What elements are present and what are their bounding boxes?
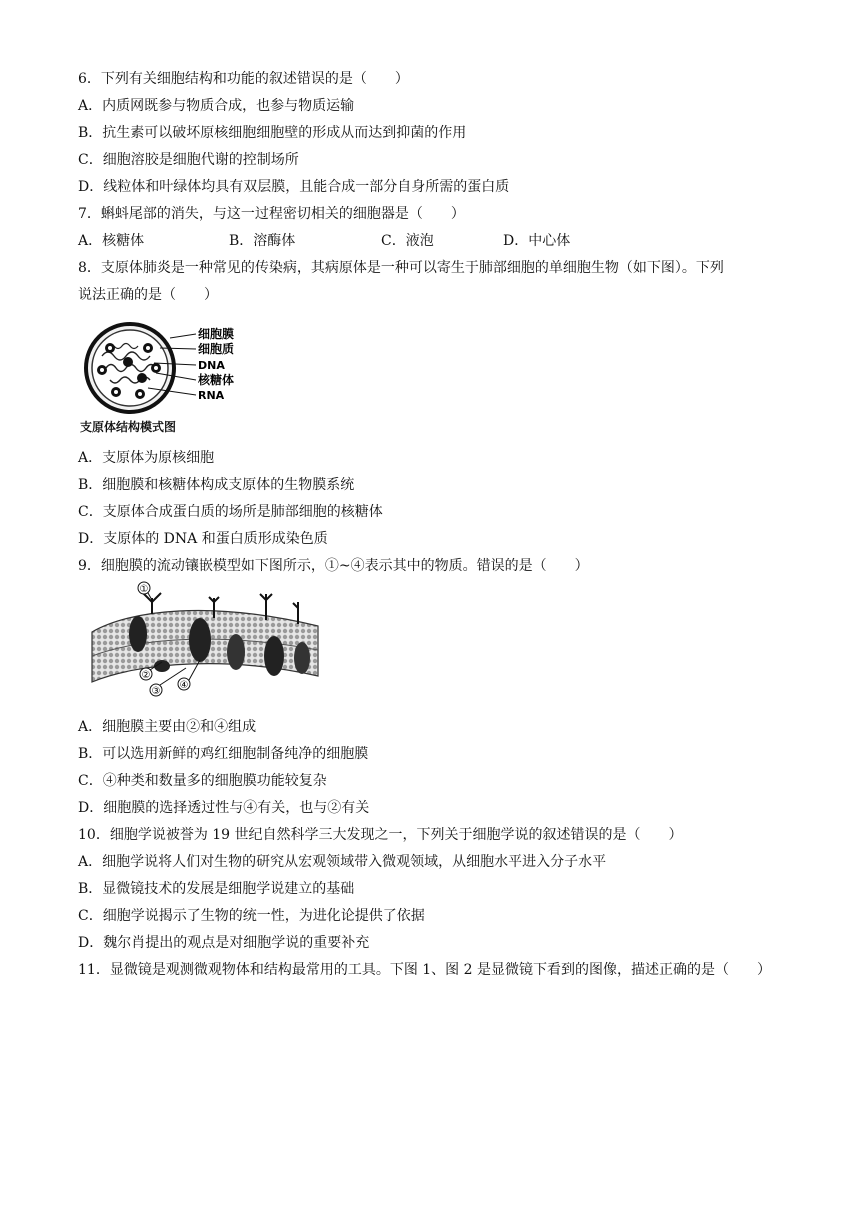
question-10-stem: 10．细胞学说被誉为 19 世纪自然科学三大发现之一，下列关于细胞学说的叙述错误的是（ ） (78, 827, 683, 843)
marker-1: ① (139, 584, 149, 595)
question-6-option-b: B．抗生素可以破坏原核细胞细胞壁的形成从而达到抑菌的作用 (78, 125, 467, 141)
question-7-option-b: B．溶酶体 (229, 233, 296, 249)
question-10-option-b: B．显微镜技术的发展是细胞学说建立的基础 (78, 881, 355, 897)
question-9-option-a: A．细胞膜主要由②和④组成 (78, 719, 257, 735)
glycoprotein (143, 593, 161, 614)
question-7-stem: 7．蝌蚪尾部的消失，与这一过程密切相关的细胞器是（ ） (78, 206, 465, 222)
label-cytoplasm: 细胞质 (198, 342, 235, 356)
question-7-option-d: D．中心体 (503, 233, 571, 249)
membrane-protein (227, 634, 245, 670)
question-9-option-c: C．④种类和数量多的细胞膜功能较复杂 (78, 773, 327, 789)
fluid-mosaic-diagram (90, 580, 322, 698)
question-8-option-b: B．细胞膜和核糖体构成支原体的生物膜系统 (78, 477, 355, 493)
marker-2: ② (141, 670, 151, 681)
question-6-stem: 6．下列有关细胞结构和功能的叙述错误的是（ ） (78, 71, 409, 87)
question-8-stem-line2: 说法正确的是（ ） (78, 287, 218, 303)
marker-4: ④ (179, 680, 189, 691)
membrane-protein (189, 618, 211, 662)
mycoplasma-diagram (80, 318, 280, 418)
question-6-option-d: D．线粒体和叶绿体均具有双层膜，且能合成一部分自身所需的蛋白质 (78, 179, 510, 195)
question-7-option-c: C．液泡 (381, 233, 434, 249)
label-ribosome: 核糖体 (198, 373, 235, 387)
mycoplasma-figure-caption: 支原体结构模式图 (80, 420, 177, 434)
label-dna: DNA (198, 359, 225, 372)
question-8-option-c: C．支原体合成蛋白质的场所是肺部细胞的核糖体 (78, 504, 383, 520)
question-8-option-a: A．支原体为原核细胞 (78, 450, 215, 466)
question-6-option-a: A．内质网既参与物质合成，也参与物质运输 (78, 98, 355, 114)
membrane-protein (294, 642, 310, 674)
question-10-option-c: C．细胞学说揭示了生物的统一性，为进化论提供了依据 (78, 908, 425, 924)
question-10-option-a: A．细胞学说将人们对生物的研究从宏观领域带入微观领域，从细胞水平进入分子水平 (78, 854, 607, 870)
membrane-protein (264, 636, 284, 676)
membrane-protein (129, 616, 147, 652)
marker-3: ③ (151, 686, 161, 697)
question-8-option-d: D．支原体的 DNA 和蛋白质形成染色质 (78, 531, 328, 547)
question-9-option-d: D．细胞膜的选择透过性与④有关，也与②有关 (78, 800, 370, 816)
question-10-option-d: D．魏尔肖提出的观点是对细胞学说的重要补充 (78, 935, 370, 951)
question-8-stem-line1: 8．支原体肺炎是一种常见的传染病，其病原体是一种可以寄生于肺部细胞的单细胞生物（如下图）。下列 (78, 260, 724, 276)
ribosome (137, 373, 147, 383)
ribosome (123, 357, 133, 367)
question-7-option-a: A．核糖体 (78, 233, 145, 249)
leader-line (170, 334, 196, 338)
label-cell-membrane: 细胞膜 (198, 327, 235, 341)
mycoplasma-figure (80, 318, 280, 438)
label-rna: RNA (198, 389, 225, 402)
question-11-stem: 11．显微镜是观测微观物体和结构最常用的工具。下图 1、图 2 是显微镜下看到的图像，描述正确的是（ ） (78, 962, 771, 978)
question-6-option-c: C．细胞溶胶是细胞代谢的控制场所 (78, 152, 299, 168)
question-9-option-b: B．可以选用新鲜的鸡红细胞制备纯净的细胞膜 (78, 746, 369, 762)
question-9-stem: 9．细胞膜的流动镶嵌模型如下图所示，①~④表示其中的物质。错误的是（ ） (78, 558, 589, 574)
fluid-mosaic-figure (90, 580, 322, 698)
